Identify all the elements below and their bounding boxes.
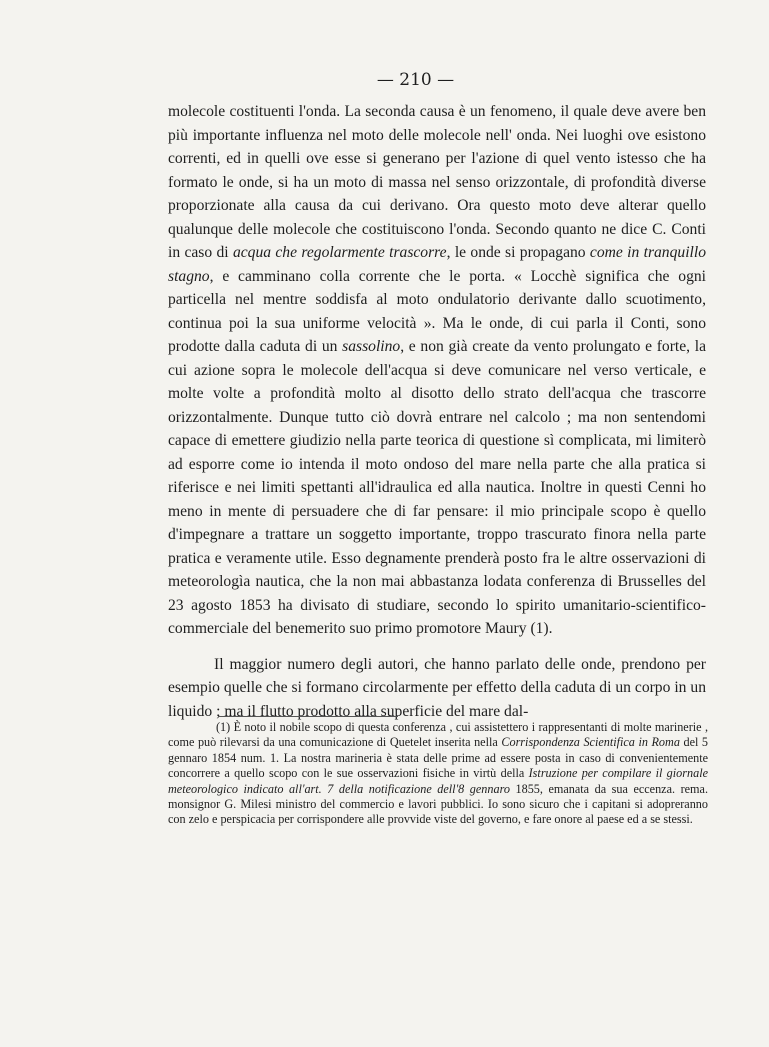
footnote-italic-1: Corrispondenza Scientifica in Roma: [501, 735, 680, 750]
para1-italic-2: come in tranquillo stagno: [168, 244, 706, 285]
para1-text-1: molecole costituenti l'onda. La seconda causa è un fenomeno, il quale deve avere ben più importante influenza nel moto delle molecole nell' onda. Nei luoghi ove esistono correnti, ed in quelli ove esse si generano per l'azione di quel vento istesso che ha formato le onde, si ha un moto di massa nel senso orizzontale, di profondità diverse proporzionate alla causa da cui derivano. Ora questo moto deve alterar quello qualunque delle molecole che costituiscono l'onda. Secondo quanto ne dice C. Conti in caso di: [168, 103, 706, 261]
para1-text-4: , e non già create da vento prolungato e forte, la cui azione sopra le molecole dell'acqua si deve comunicare nel verso verticale, e molte volte a profondità molto al disotto dello strato dell'acqua che trascorre orizzontalmente. Dunque tutto ciò dovrà entrare nel calcolo ; ma non sentendomi capace di emettere giudizio nella parte teorica di questione sì complicata, mi limiterò ad esporre come io intenda il moto ondoso del mare nella parte che alla pratica si riferisce e nei limiti spettanti all'idraulica ed alla nautica. Inoltre in questi Cenni ho meno in mente di persuadere che di far pensare: il mio principale scopo è quello d'impegnare a trattare un soggetto importante, troppo trascurato finora nella parte pratica e veramente utile. Esso degnamente prenderà posto fra le altre osservazioni di meteorologìa nautica, che la non mai abbastanza lodata conferenza di Brusselles del 23 agosto 1853 ha divisato di studiare, secondo lo spirito umanitario-scientifico-commerciale del benemerito suo primo promotore Maury (1).: [168, 338, 706, 637]
para1-text-2: , le onde si propagano: [446, 244, 590, 261]
footnote-1: [168, 720, 708, 828]
para1-italic-1: acqua che regolarmente trascorre: [232, 244, 447, 261]
footnote-text-1: (1) È noto il nobile scopo di questa conferenza , cui assistettero i rappresentanti di molte marinerie , come può rilevarsi da una comunicazione di Quetelet inserita nella: [168, 720, 708, 750]
footnote: [168, 720, 708, 828]
footnote-text-2: del 5 gennaro 1854 num. 1. La nostra marineria è stata delle prime ad essere posta in caso di convenientemente concorrere a quello scopo con le sue osservazioni fisiche in virtù della: [168, 735, 709, 781]
para1-italic-3: sassolino: [342, 338, 401, 355]
main-text: [168, 100, 706, 723]
footnote-divider: [218, 716, 398, 717]
paragraph-1: [168, 100, 706, 641]
para1-text-3: , e camminano colla corrente che le porta. « Locchè significa che ogni particella nel mentre soddisfa al moto ondulatorio derivante dallo scuotimento, continua poi la sua uniforme velocità ». Ma le onde, di cui parla il Conti, sono prodotte dalla caduta di un: [168, 267, 706, 355]
footnote-text-3: 1855, emanata da sua eccenza. rema. monsignor G. Milesi ministro del commercio e lavori pubblici. Io sono sicuro che i capitani si adopreranno con zelo e perspicacia per corrispondere alle provvide viste del governo, e fare onore al paese ed a se stessi.: [168, 781, 708, 827]
page-number: — 210 —: [376, 70, 455, 90]
footnote-italic-2: Istruzione per compilare il giornale meteorologico indicato all'art. 7 della notificazione dell'8 gennaro: [168, 766, 708, 796]
paragraph-2: Il maggior numero degli autori, che hanno parlato delle onde, prendono per esempio quelle che si formano circolarmente per effetto della caduta di un corpo in un liquido ; ma il flutto prodotto alla superficie del mare dal-: [168, 655, 706, 720]
